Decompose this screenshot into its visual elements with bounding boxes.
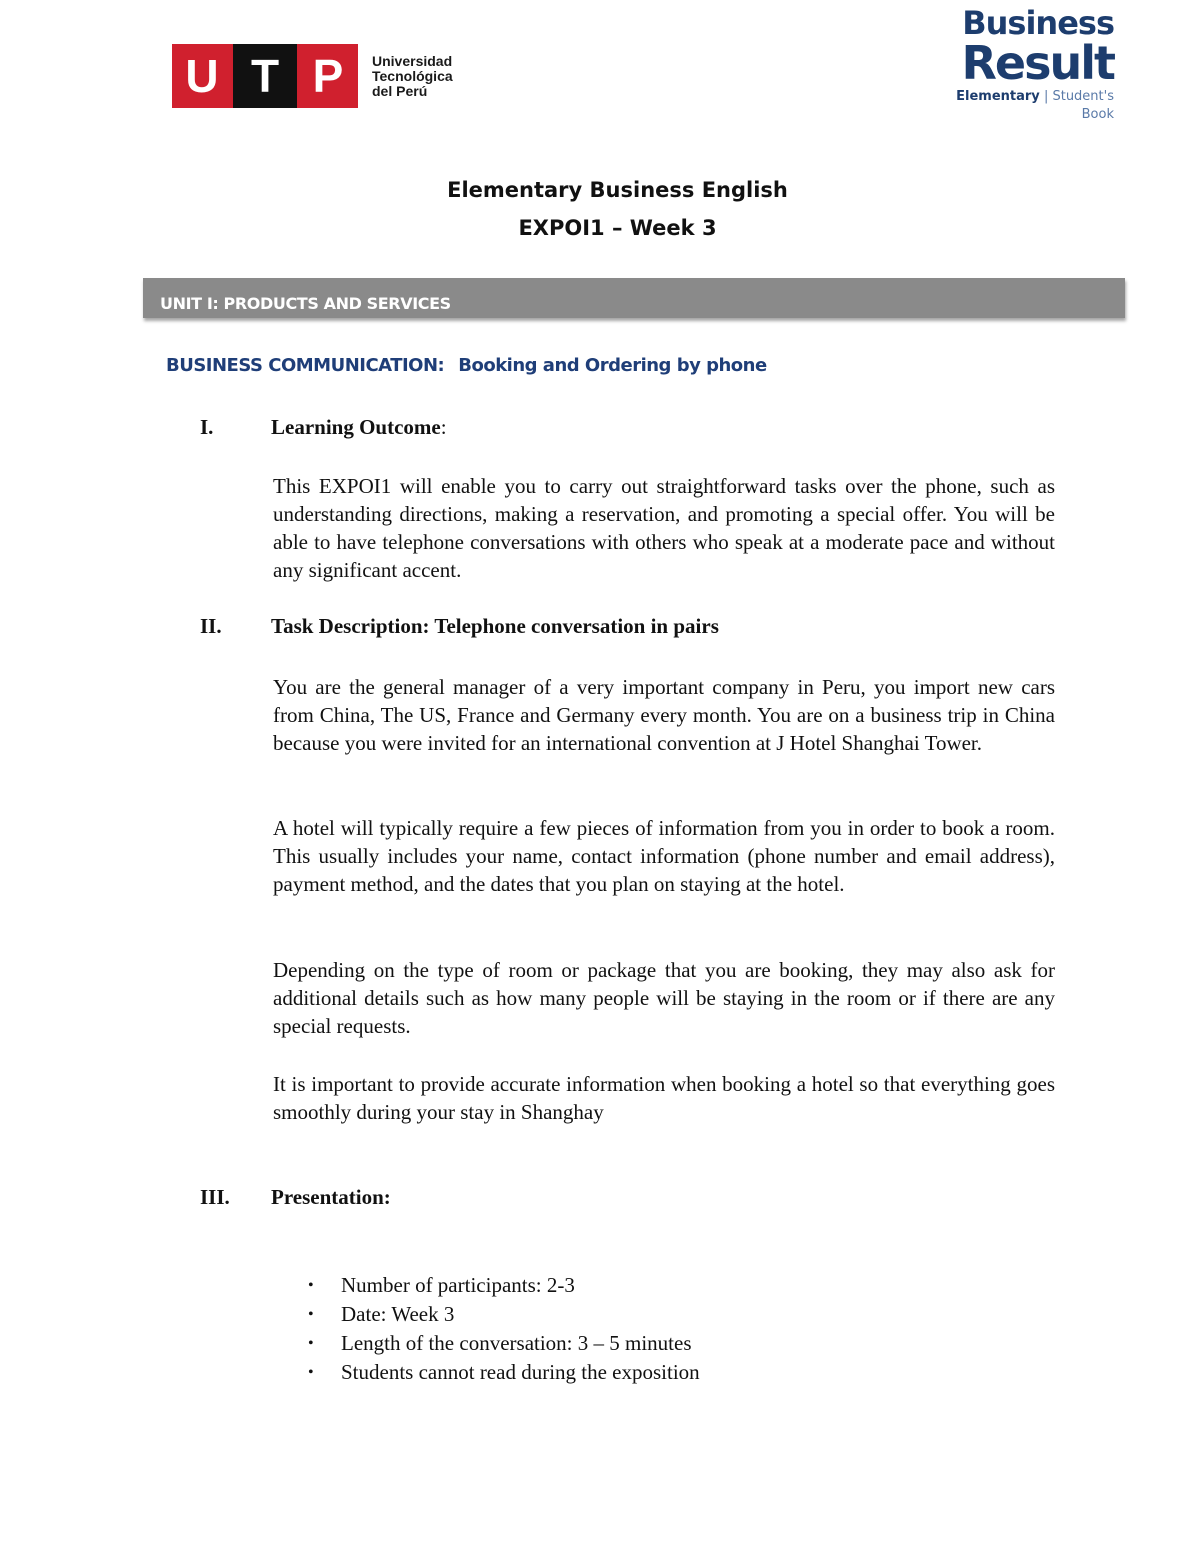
section-1-heading: Learning Outcome: (271, 415, 447, 439)
section-2-number: II. (200, 614, 222, 638)
page-title: Elementary Business English (447, 178, 788, 202)
business-communication-topic: Booking and Ordering by phone (458, 355, 767, 376)
utp-logo (172, 44, 453, 108)
utp-logo-mark (172, 44, 358, 108)
section-2-paragraph-4: It is important to provide accurate information when booking a hotel so that everything goes smoothly during your stay in Shanghay (273, 1072, 1055, 1124)
list-item: • Students cannot read during the exposition (308, 1358, 700, 1387)
unit-banner (143, 278, 1125, 318)
section-2-heading: Task Description: Telephone conversation in pairs (271, 614, 719, 638)
section-1-number: I. (200, 415, 214, 439)
utp-letter-p: P (312, 50, 344, 102)
section-2-paragraph-3: Depending on the type of room or package that you are booking, they may also ask for additional details such as how many people will be staying in the room or if there are any special requests. (273, 958, 1055, 1038)
business-communication-heading: BUSINESS COMMUNICATION: Booking and Ordering by phone (166, 355, 767, 376)
section-3-number: III. (200, 1185, 230, 1209)
unit-label: UNIT I: PRODUCTS AND SERVICES (160, 294, 451, 313)
list-item: • Date: Week 3 (308, 1300, 700, 1329)
utp-letter-u: U (185, 50, 219, 102)
list-item: • Number of participants: 2-3 (308, 1271, 700, 1300)
section-3-heading: Presentation: (271, 1185, 391, 1209)
list-item: • Length of the conversation: 3 – 5 minutes (308, 1329, 700, 1358)
section-1-paragraph: This EXPOI1 will enable you to carry out straightforward tasks over the phone, such as understanding directions, making a reservation, and promoting a special offer. You will be able to have telephone conversations with others who speak at a moderate pace and without any significant accent. (273, 474, 1055, 582)
business-result-logo: Business Result Elementary | Student's Book (956, 4, 1114, 122)
presentation-list (308, 1271, 700, 1387)
utp-letter-t: T (250, 50, 280, 102)
section-2-paragraph-2: A hotel will typically require a few pieces of information from you in order to book a room. This usually includes your name, contact information (phone number and email address), payment method, and the dates that you plan on staying at the hotel. (273, 816, 1055, 896)
section-2-paragraph-1: You are the general manager of a very important company in Peru, you import new cars from China, The US, France and Germany every month. You are on a business trip in China because you were invited for an international convention at J Hotel Shanghai Tower. (273, 675, 1055, 755)
page-subtitle: EXPOI1 – Week 3 (518, 216, 717, 240)
utp-university-name: Universidad Tecnológica del Perú (372, 52, 453, 99)
